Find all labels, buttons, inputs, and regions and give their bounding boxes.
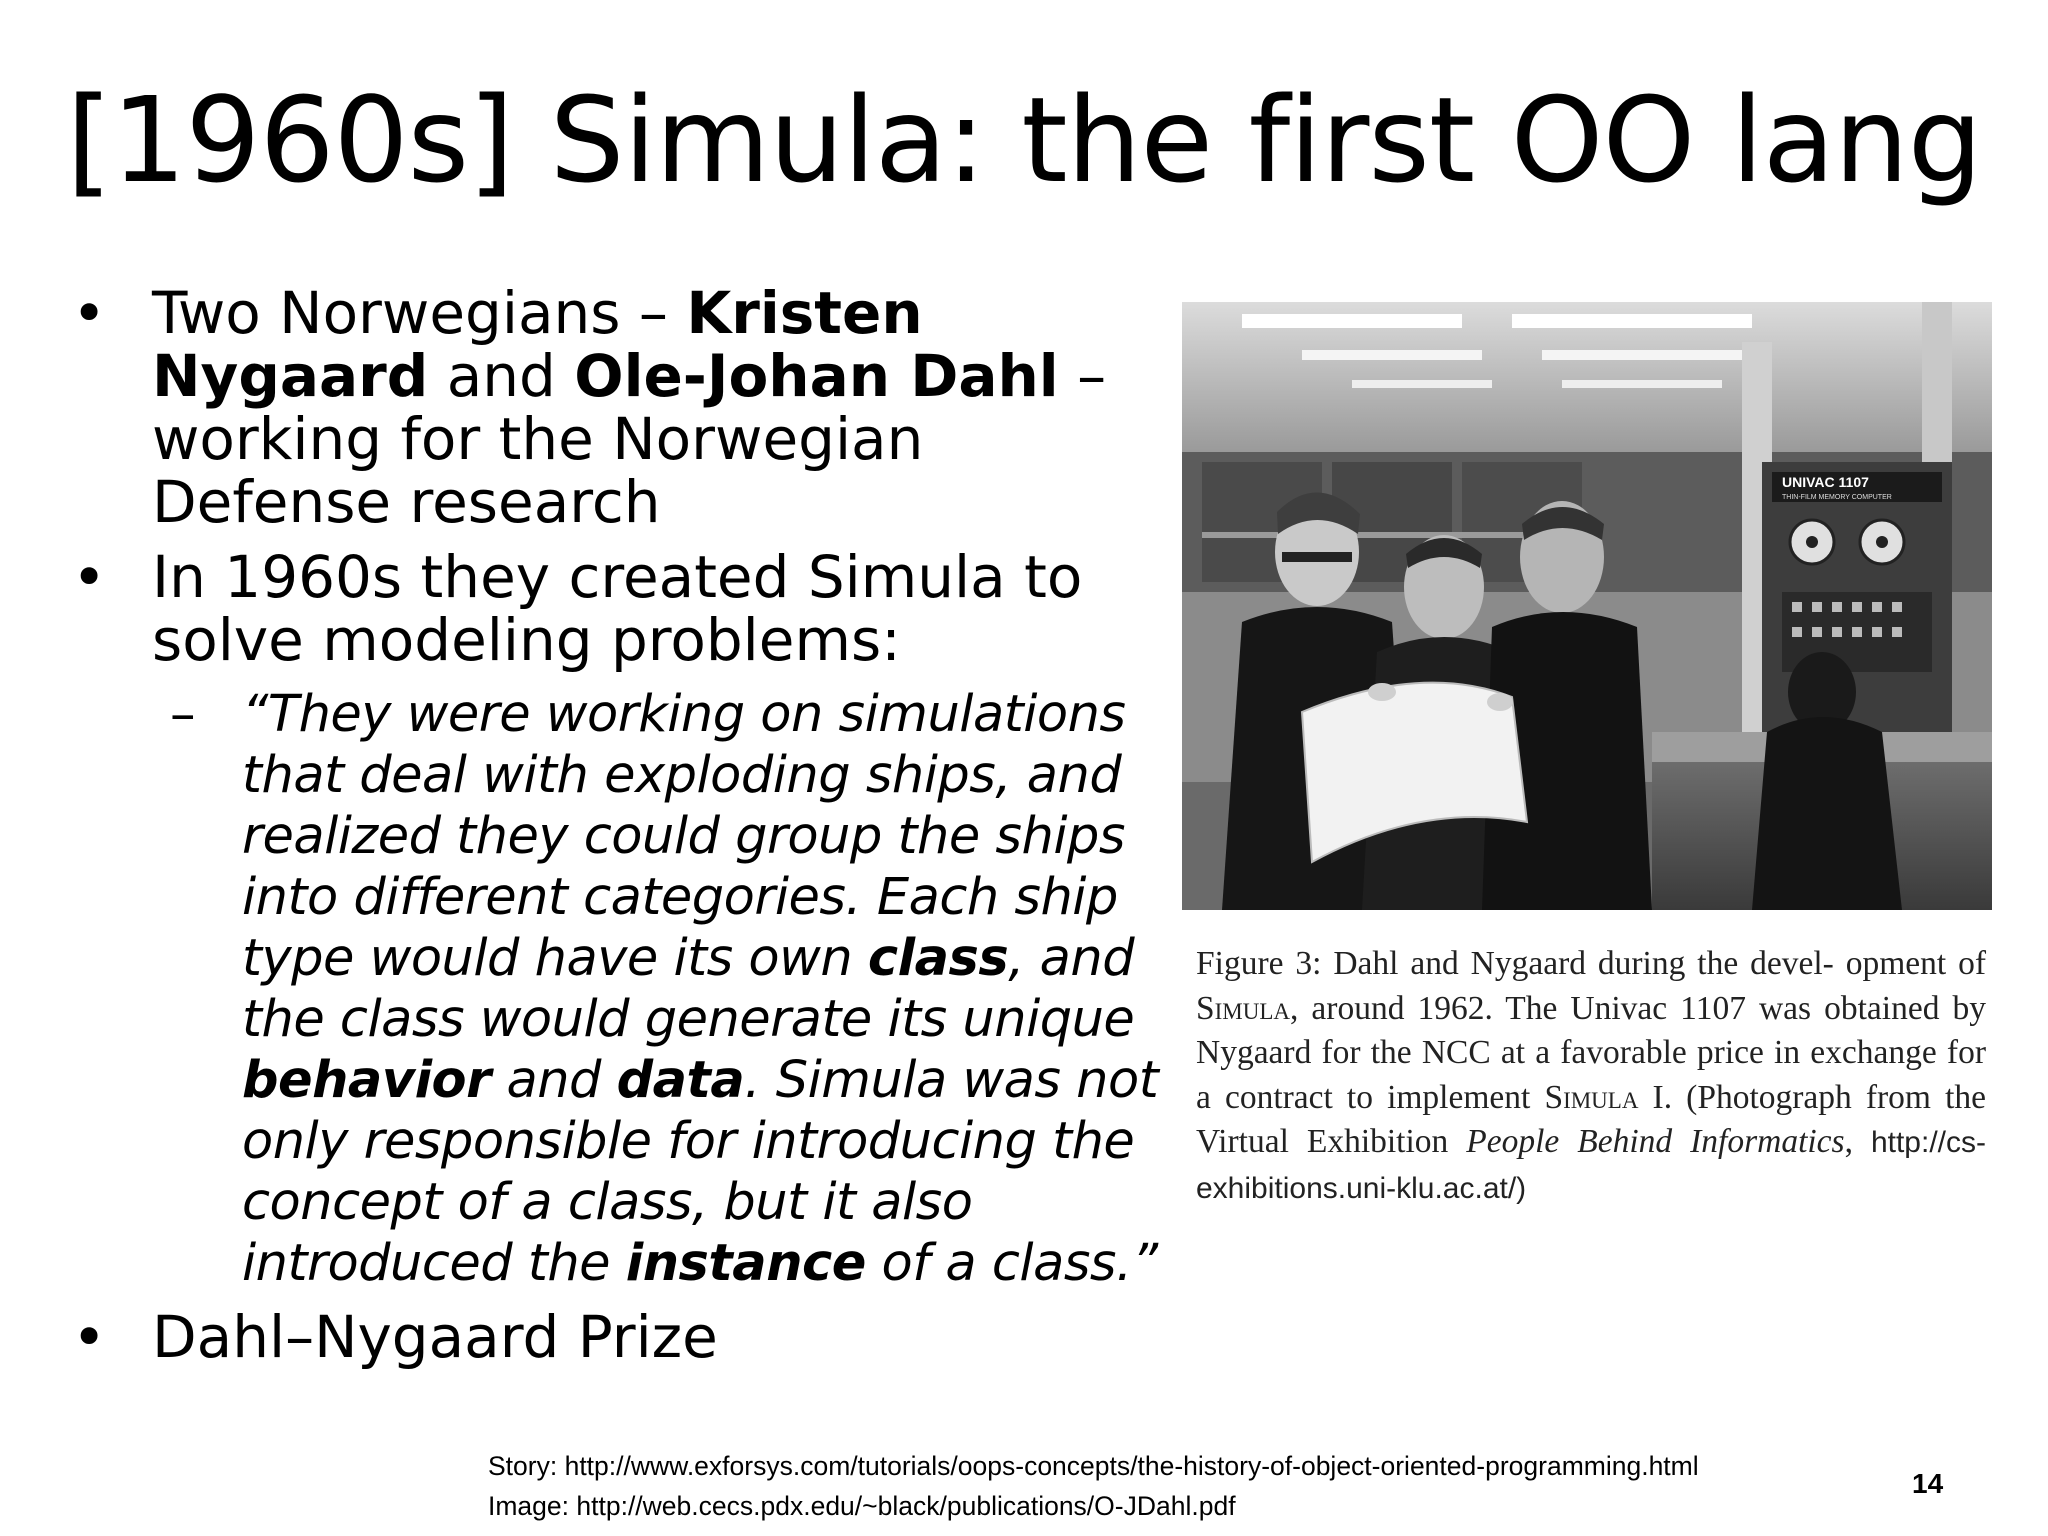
bullet-text-part: – working for the Norwegian Defense research (152, 342, 1107, 536)
bullet-item (70, 279, 1180, 536)
figure-caption (1196, 942, 1986, 1211)
quote-part: of a class.” (865, 1234, 1158, 1293)
story-source: Story: http://www.exforsys.com/tutorials/oops-concepts/the-history-of-object-oriented-programming.html (488, 1451, 1699, 1481)
quote-text (242, 685, 1158, 1293)
bullet-text-part: and (428, 342, 575, 410)
caption-part: I. (Photograph from the Virtual Exhibition (1196, 1078, 1986, 1160)
bullet-marker: • (72, 1303, 107, 1371)
image-source: Image: http://web.cecs.pdx.edu/~black/publications/O-JDahl.pdf (488, 1491, 1236, 1521)
caption-italic: People Behind Informatics (1466, 1123, 1845, 1160)
slide-title: [1960s] Simula: the first OO lang (66, 71, 1982, 209)
quote-part: . Simula was not only responsible for introducing the concept of a class, but it also introduced the (242, 1051, 1159, 1293)
quote-part: and (490, 1051, 617, 1110)
sub-bullet-marker: – (170, 685, 195, 744)
caption-part: , around 1962. The Univac 1107 was obtained by Nygaard for the NCC at a favorable price in exchange for a contract to implement (1196, 989, 1986, 1116)
quote-sub-bullet (70, 684, 1180, 1294)
photo-illustration (1182, 302, 1992, 910)
bullet-text (152, 279, 1106, 536)
bullet-text-bold: Kristen Nygaard (152, 279, 923, 410)
caption-smallcaps: Simula (1196, 989, 1291, 1027)
univac-label: UNIVAC 1107 (1782, 474, 1869, 490)
quote-part: , and the class would generate its unique (242, 929, 1135, 1049)
caption-url: http://cs-exhibitions.uni-klu.ac.at/) (1196, 1126, 1986, 1205)
bullet-item (70, 543, 1180, 674)
bullet-marker: • (72, 279, 107, 347)
univac-sublabel: THIN-FILM MEMORY COMPUTER (1782, 494, 1892, 501)
quote-bold: class (867, 929, 1009, 988)
bullet-item (70, 1303, 1180, 1371)
quote-bold: data (616, 1051, 745, 1110)
quote-part: “They were working on simulations that deal with exploding ships, and realized they could group the ships into different categories. Each ship type would have its own (242, 685, 1126, 988)
quote-bold: instance (625, 1234, 866, 1293)
bullet-text: Dahl–Nygaard Prize (152, 1303, 718, 1371)
caption-part: , (1844, 1123, 1871, 1160)
bullet-list (70, 279, 1180, 1381)
photograph (1182, 302, 1992, 910)
bullet-text: In 1960s they created Simula to solve modeling problems: (152, 543, 1083, 674)
source-notes (488, 1446, 1699, 1526)
bullet-text-bold: Ole-Johan Dahl (574, 342, 1059, 410)
bullet-text-part: Two Norwegians – (152, 279, 687, 347)
page-number: 14 (1912, 1468, 1944, 1499)
quote-bold: behavior (242, 1051, 491, 1110)
caption-part: Figure 3: Dahl and Nygaard during the devel- opment of (1196, 945, 1986, 982)
caption-smallcaps: Simula (1544, 1078, 1639, 1116)
bullet-marker: • (72, 543, 107, 611)
